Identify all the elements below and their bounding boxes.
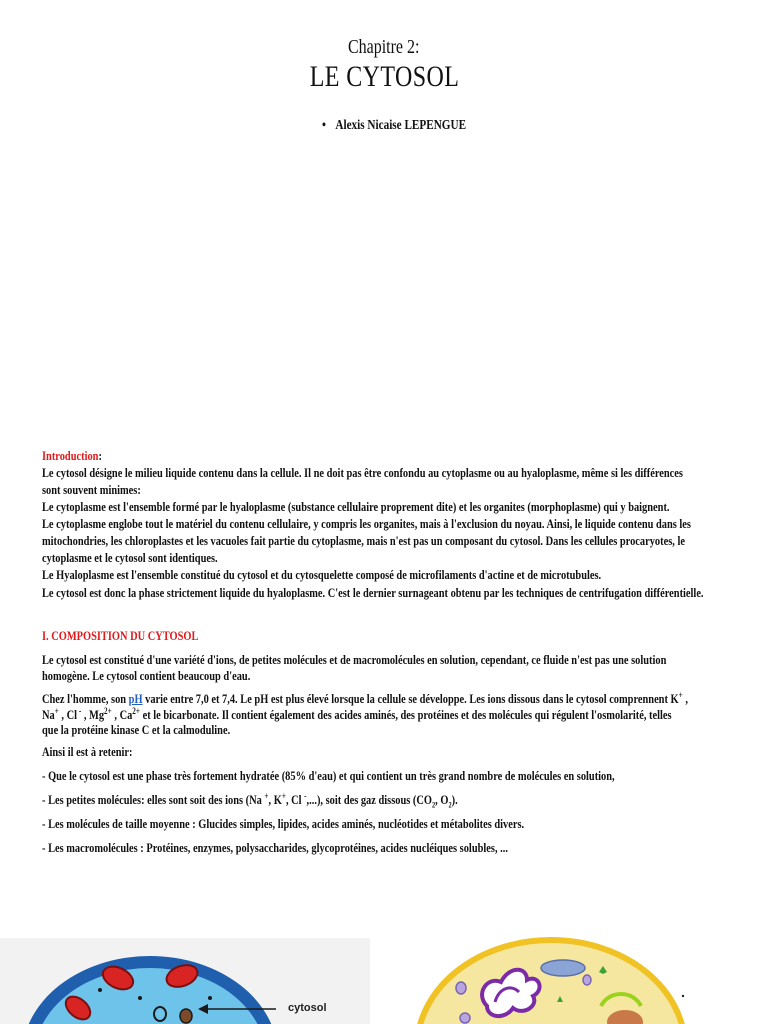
paragraph-line: Ainsi il est à retenir:	[42, 744, 133, 759]
intro-heading: Introduction	[42, 448, 99, 463]
author-name: Alexis Nicaise LEPENGUE	[335, 118, 467, 133]
intro-line: Le Hyaloplasme est l'ensemble constitué du cytosol et du cytosquelette composé de microfilaments d'actine et de microtubules.	[42, 567, 602, 582]
paragraph-line: que la protéine kinase C et la calmoduline.	[42, 722, 231, 737]
intro-line: Le cytoplasme englobe tout le matériel du contenu cellulaire, y compris les organites, mais à l'exclusion du noyau. Ainsi, le liquide contenu dans les	[42, 516, 691, 531]
cell-diagram-right-svg	[405, 936, 705, 1024]
cell-diagram-left-svg	[0, 938, 370, 1024]
cytosol-label: cytosol	[288, 1002, 327, 1014]
intro-line: cytoplasme et le cytosol sont identiques.	[42, 550, 218, 565]
intro-heading-line: Introduction:	[42, 448, 102, 463]
intro-line: Le cytoplasme est l'ensemble formé par le hyaloplasme (substance cellulaire proprement dite) et les organites (morphoplasme) qui y baignent.	[42, 499, 670, 514]
cell-diagram-right	[405, 936, 705, 1024]
list-item: - Les molécules de taille moyenne : Glucides simples, lipides, acides aminés, nucléotides et métabolites divers.	[42, 816, 525, 831]
bullet-icon: •	[322, 118, 326, 133]
list-item: - Les macromolécules : Protéines, enzymes, polysaccharides, glycoprotéines, acides nucléiques solubles, ...	[42, 840, 508, 855]
list-item: - Les petites molécules: elles sont soit des ions (Na +, K+, Cl -,...), soit des gaz dissous ($CO_2$, $O_2$).	[42, 791, 458, 810]
cell-diagram-left	[0, 938, 370, 1024]
intro-line: Le cytosol désigne le milieu liquide contenu dans la cellule. Il ne doit pas être confondu au cytoplasme ou au hyaloplasme, même si les différences	[42, 465, 683, 480]
list-item: - Que le cytosol est une phase très fortement hydratée (85% d'eau) et qui contient un très grand nombre de molécules en solution,	[42, 768, 615, 783]
author-line	[322, 118, 502, 134]
ph-link[interactable]: pH	[128, 691, 143, 706]
section-heading: I. COMPOSITION DU CYTOSOL	[42, 628, 199, 643]
intro-line: Le cytosol est donc la phase strictement liquide du hyaloplasme. C'est le dernier surnageant obtenu par les techniques de centrifugation différentielle.	[42, 585, 704, 600]
paragraph-line: Le cytosol est constitué d'une variété d'ions, de petites molécules et de macromolécules en solution, cependant, ce fluide n'est pas une solution	[42, 652, 667, 667]
intro-line: mitochondries, les chloroplastes et les vacuoles fait partie du cytoplasme, mais n'est pas un composant du cytosol. Dans les cellules procaryotes, le	[42, 533, 685, 548]
chapter-label: Chapitre 2:	[348, 36, 420, 58]
paragraph-line: Na+ , Cl - , $Mg^{2+}$ , $Ca^{2+}$ et le bicarbonate. Il contient également des acides aminés, des protéines et des molécules qui régulent l'osmolarité, telles	[42, 706, 672, 722]
page-title: LE CYTOSOL	[309, 60, 459, 93]
paragraph-line: homogène. Le cytosol contient beaucoup d'eau.	[42, 668, 251, 683]
intro-line: sont souvent minimes:	[42, 482, 141, 497]
paragraph-line: Chez l'homme, son pH varie entre 7,0 et 7,4. Le pH est plus élevé lorsque la cellule se développe. Les ions dissous dans le cytosol comprennent K+ ,	[42, 690, 688, 706]
